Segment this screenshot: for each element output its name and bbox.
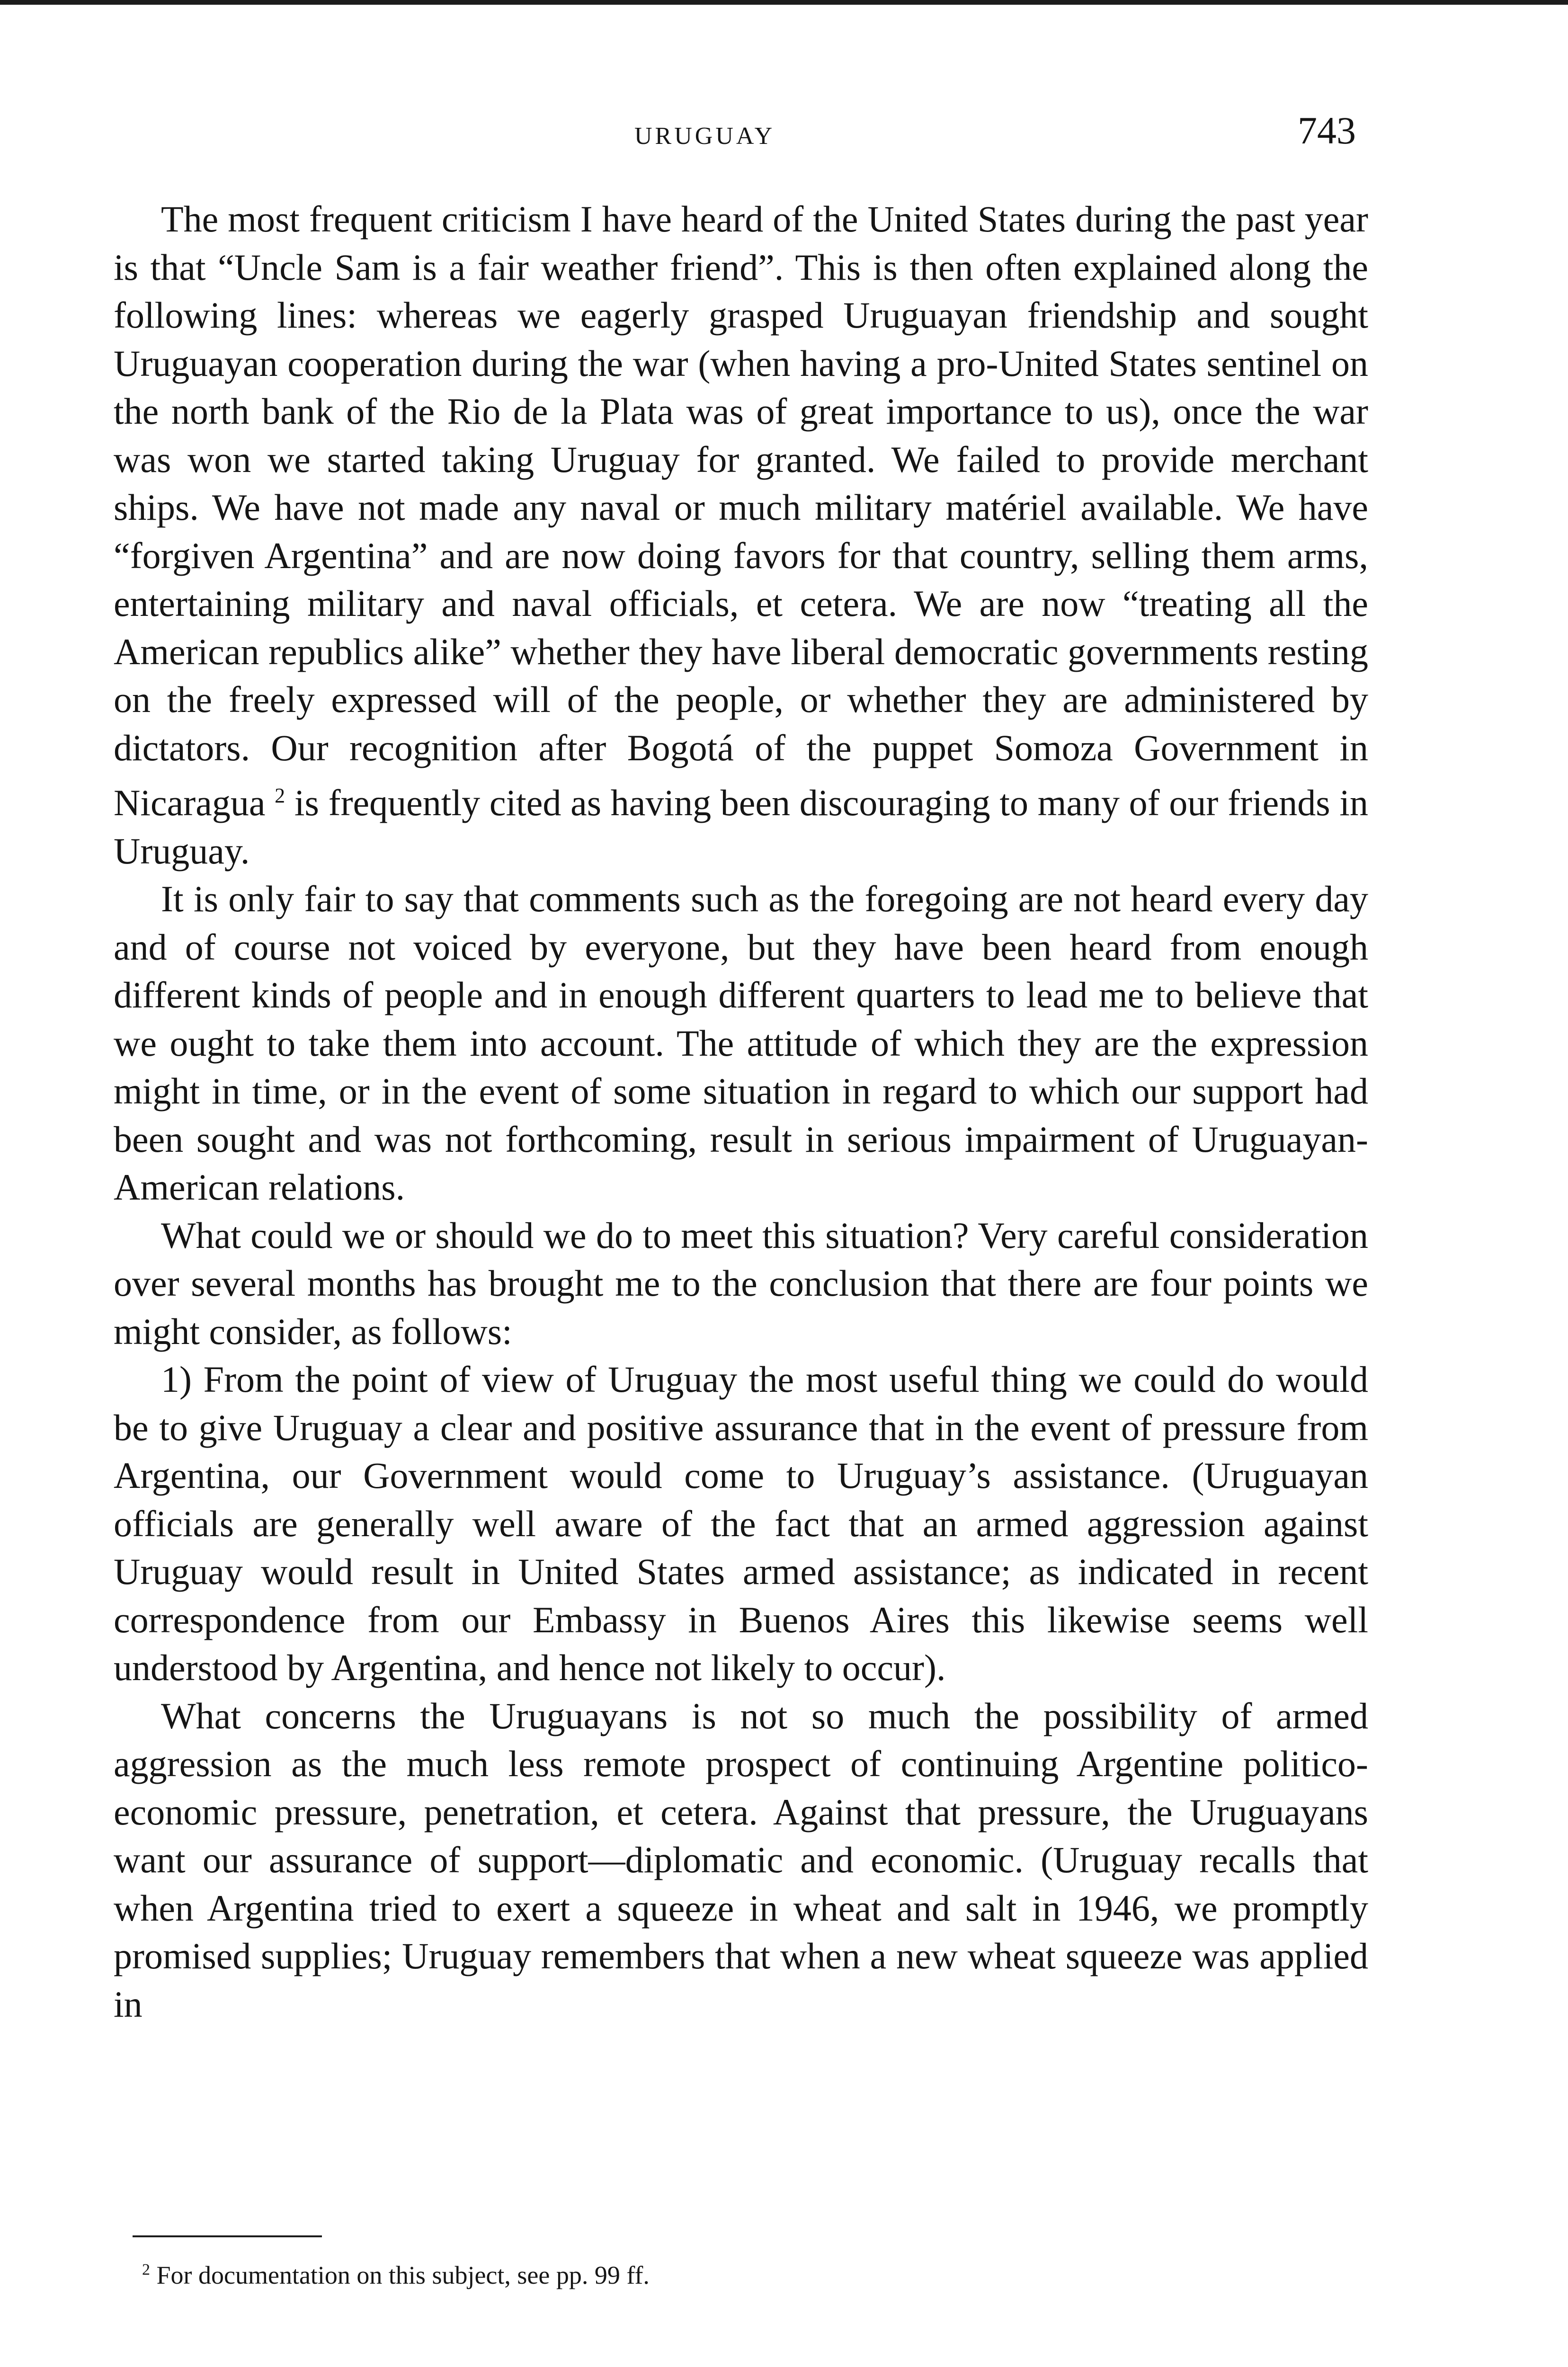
paragraph: It is only fair to say that comments such as the foregoing are not heard every day and of course not voiced by everyone, but they have been heard from enough different kinds of people and in enough different quarters to lead me to believe that we ought to take them into account. The attitude of which they are the expression might in time, or in the event of some situation in regard to which our support had been sought and was not forthcoming, result in serious impairment of Uruguayan-American relations.: [114, 878, 1368, 1208]
paragraph: 1) From the point of view of Uruguay the most useful thing we could do would be to give Uruguay a clear and positive assurance that in the event of pressure from Argentina, our Government would come to Uruguay’s assistance. (Uruguayan officials are generally well aware of the fact that an armed aggression against Uruguay would result in United States armed assistance; as indicated in recent correspondence from our Embassy in Buenos Aires this likewise seems well understood by Argentina, and hence not likely to occur).: [114, 1359, 1368, 1688]
paragraph: What concerns the Uruguayans is not so much the possibility of armed aggression as the much less remote prospect of continuing Argentine politico-economic pressure, penetration, et cetera. Against that pressure, the Uruguayans want our assurance of support—diplomatic and economic. (Uruguay recalls that when Argentina tried to exert a squeeze in wheat and salt in 1946, we promptly promised supplies; Uruguay remembers that when a new wheat squeeze was applied in: [114, 1695, 1368, 2025]
footnote: [142, 2260, 650, 2291]
paragraph-text-tail: is frequently cited as having been discouraging to many of our friends in Uruguay.: [114, 782, 1369, 872]
footnote-reference: 2: [275, 784, 285, 807]
paragraph: What could we or should we do to meet this situation? Very careful consideration over several months has brought me to the conclusion that there are four points we might consider, as follows:: [114, 1214, 1368, 1352]
footnote-separator: [133, 2235, 322, 2237]
body-text: [114, 195, 1368, 2028]
page-number: 743: [1298, 109, 1356, 152]
footnote-marker: 2: [142, 2261, 150, 2278]
paragraph-text: The most frequent criticism I have heard of the United States during the past year is that “Uncle Sam is a fair weather friend”. This is then often explained along the following lines: whereas we eagerly grasped Uruguayan friendship and sought Uruguayan cooperation during the war (when having a pro-United States sentinel on the north bank of the Rio de la Plata was of great importance to us), once the war was won we started taking Uruguay for granted. We failed to provide merchant ships. We have not made any naval or much military matériel available. We have “forgiven Argentina” and are now doing favors for that country, selling them arms, entertaining military and naval officials, et cetera. We are now “treating all the American republics alike” whether they have liberal democratic governments resting on the freely expressed will of the people, or whether they are administered by dictators. Our recognition after Bogotá of the puppet Somoza Government in Nicaragua: [114, 198, 1368, 823]
footnote-text: For documentation on this subject, see pp. 99 ff.: [150, 2261, 650, 2289]
running-head: URUGUAY: [634, 123, 775, 150]
top-border-rule: [0, 0, 1568, 5]
paragraph: [114, 195, 1368, 875]
